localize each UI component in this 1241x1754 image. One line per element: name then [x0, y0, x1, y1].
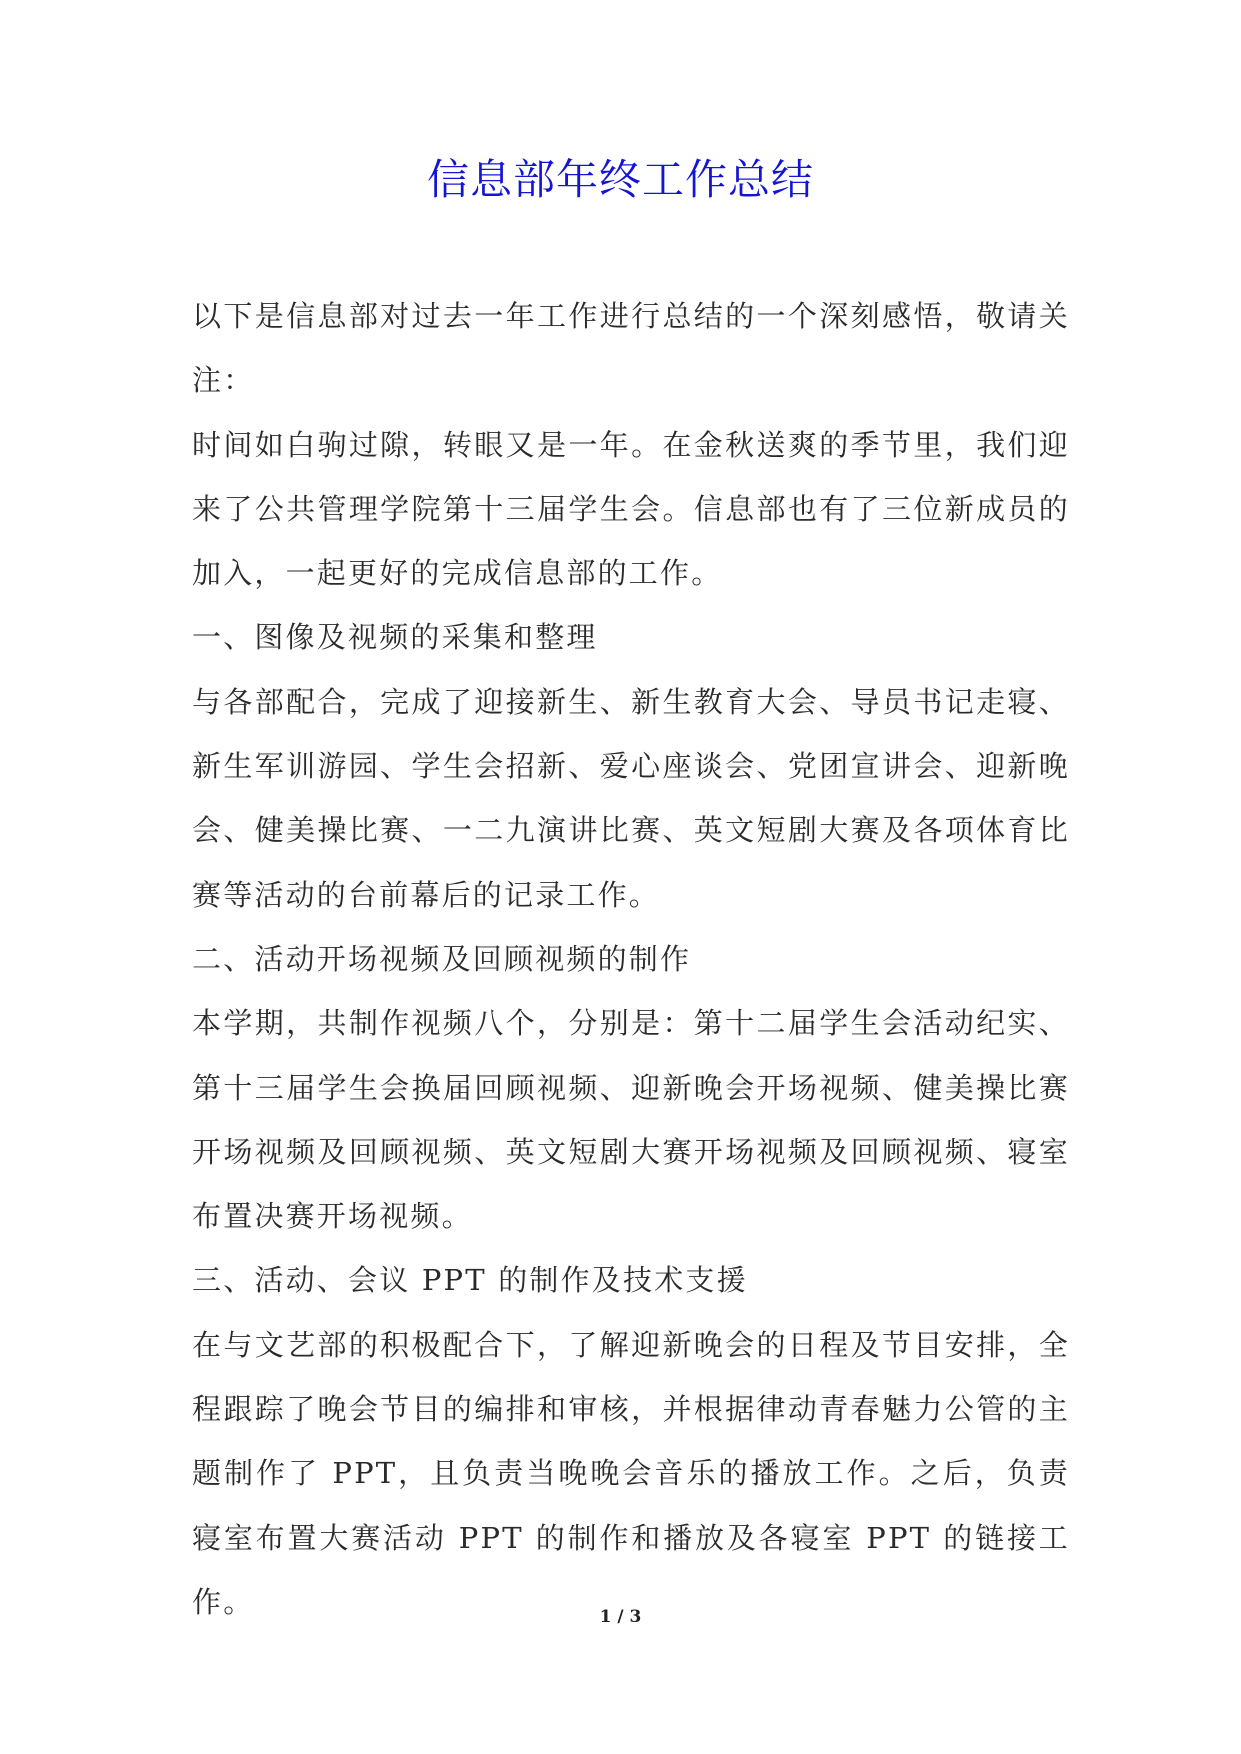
- document-title: 信息部年终工作总结: [426, 155, 814, 204]
- section-heading-1: 一、图像及视频的采集和整理: [192, 620, 598, 655]
- section-heading-2: 二、活动开场视频及回顾视频的制作: [192, 941, 692, 976]
- opening-paragraph: 时间如白驹过隙，转眼又是一年。在金秋送爽的季节里，我们迎来了公共管理学院第十三届学生会。信息部也有了三位新成员的加入，一起更好的完成信息部的工作。: [192, 427, 1070, 591]
- intro-paragraph: 以下是信息部对过去一年工作进行总结的一个深刻感悟，敬请关注：: [192, 299, 1070, 398]
- section-paragraph-1: 与各部配合，完成了迎接新生、新生教育大会、导员书记走寝、新生军训游园、学生会招新、爱心座谈会、党团宣讲会、迎新晚会、健美操比赛、一二九演讲比赛、英文短剧大赛及各项体育比赛等活动的台前幕后的记录工作。: [192, 684, 1070, 912]
- page-number: 1 / 3: [599, 1607, 642, 1627]
- document-body: [192, 284, 1070, 1634]
- section-paragraph-2: 本学期，共制作视频八个，分别是：第十二届学生会活动纪实、第十三届学生会换届回顾视频、迎新晚会开场视频、健美操比赛开场视频及回顾视频、英文短剧大赛开场视频及回顾视频、寝室布置决赛开场视频。: [192, 1006, 1070, 1234]
- section-heading-3: 三、活动、会议 PPT 的制作及技术支援: [192, 1263, 748, 1298]
- section-paragraph-3: 在与文艺部的积极配合下，了解迎新晚会的日程及节目安排，全程跟踪了晚会节目的编排和审核，并根据律动青春魅力公管的主题制作了 PPT，且负责当晚晚会音乐的播放工作。之后，负责寝室布置大赛活动 PPT 的制作和播放及各寝室 PPT 的链接工作。: [192, 1327, 1070, 1619]
